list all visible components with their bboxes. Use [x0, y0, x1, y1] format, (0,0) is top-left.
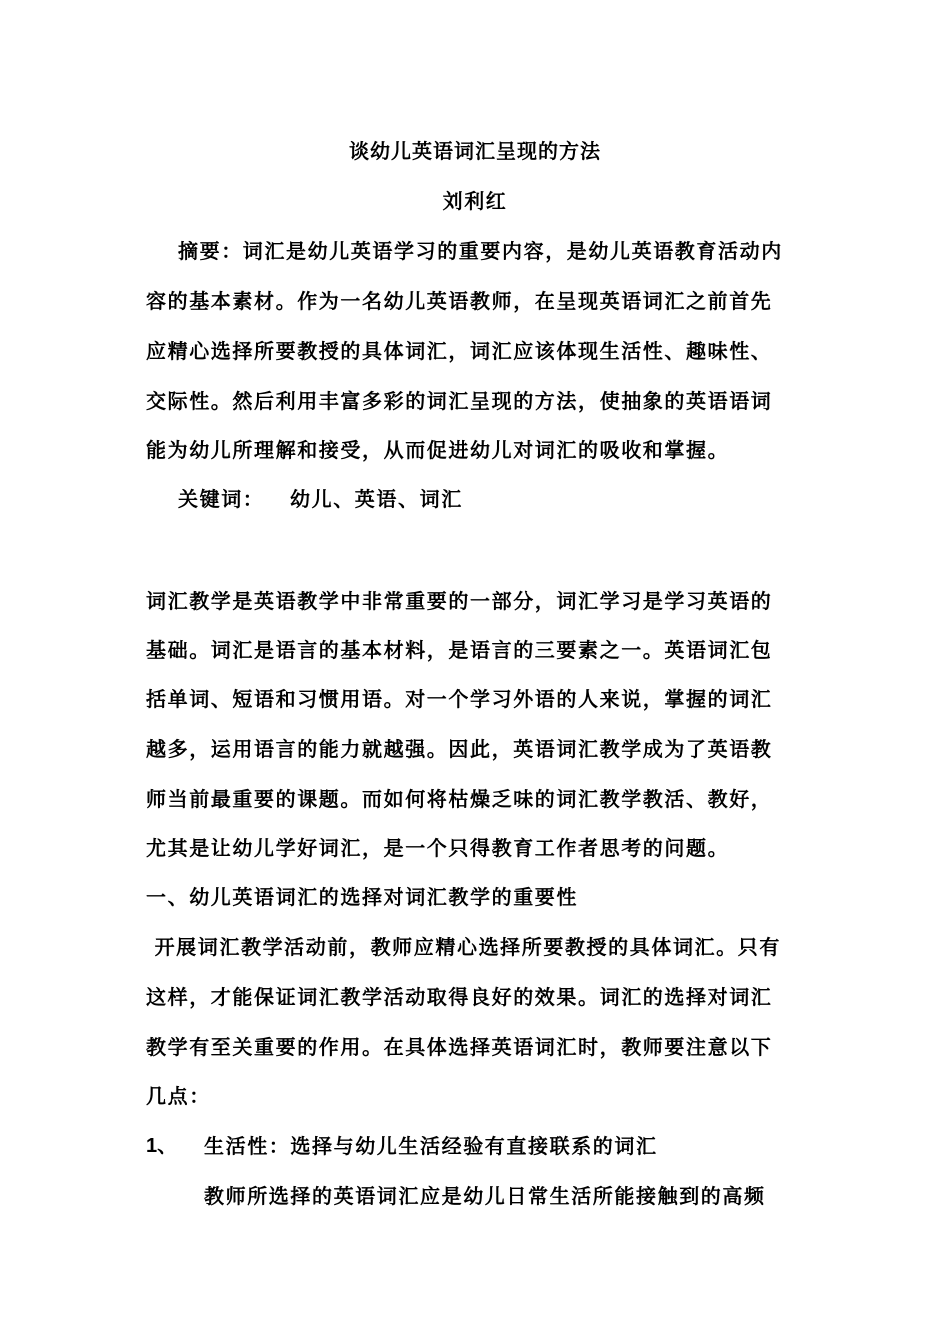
body-line: 师当前最重要的课题。而如何将枯燥乏味的词汇教学教活、教好， [146, 787, 773, 811]
body-line: 词汇教学是英语教学中非常重要的一部分，词汇学习是学习英语的 [146, 589, 773, 613]
body-line: 教师所选择的英语词汇应是幼儿日常生活所能接触到的高频 [204, 1184, 766, 1208]
body-line: 基础。词汇是语言的基本材料，是语言的三要素之一。英语词汇包 [146, 638, 773, 662]
body-line: 几点： [146, 1084, 211, 1108]
author-name: 刘利红 [442, 189, 508, 213]
abstract-line: 交际性。然后利用丰富多彩的词汇呈现的方法，使抽象的英语语词 [146, 389, 773, 413]
body-line: 越多，运用语言的能力就越强。因此，英语词汇教学成为了英语教 [146, 737, 773, 761]
body-line: 开展词汇教学活动前，教师应精心选择所要教授的具体词汇。只有 [146, 935, 781, 959]
abstract-line: 容的基本素材。作为一名幼儿英语教师，在呈现英语词汇之前首先 [146, 289, 773, 313]
keywords-value: 幼儿、英语、词汇 [290, 487, 463, 511]
abstract-line: 摘要：词汇是幼儿英语学习的重要内容，是幼儿英语教育活动内 [178, 239, 783, 263]
list-item-text: 生活性：选择与幼儿生活经验有直接联系的词汇 [204, 1134, 658, 1158]
body-line: 括单词、短语和习惯用语。对一个学习外语的人来说，掌握的词汇 [146, 687, 773, 711]
abstract-line: 应精心选择所要教授的具体词汇，词汇应该体现生活性、趣味性、 [146, 339, 773, 363]
list-item-number: 1、 [146, 1135, 178, 1157]
keywords-label: 关键词： [178, 487, 265, 511]
body-line: 教学有至关重要的作用。在具体选择英语词汇时，教师要注意以下 [146, 1035, 773, 1059]
document-title: 谈幼儿英语词汇呈现的方法 [349, 139, 601, 163]
body-line: 尤其是让幼儿学好词汇，是一个只得教育工作者思考的问题。 [146, 836, 730, 860]
body-line: 这样，才能保证词汇教学活动取得良好的效果。词汇的选择对词汇 [146, 985, 773, 1009]
abstract-line: 能为幼儿所理解和接受，从而促进幼儿对词汇的吸收和掌握。 [146, 438, 730, 462]
section-heading: 一、幼儿英语词汇的选择对词汇教学的重要性 [146, 885, 578, 909]
